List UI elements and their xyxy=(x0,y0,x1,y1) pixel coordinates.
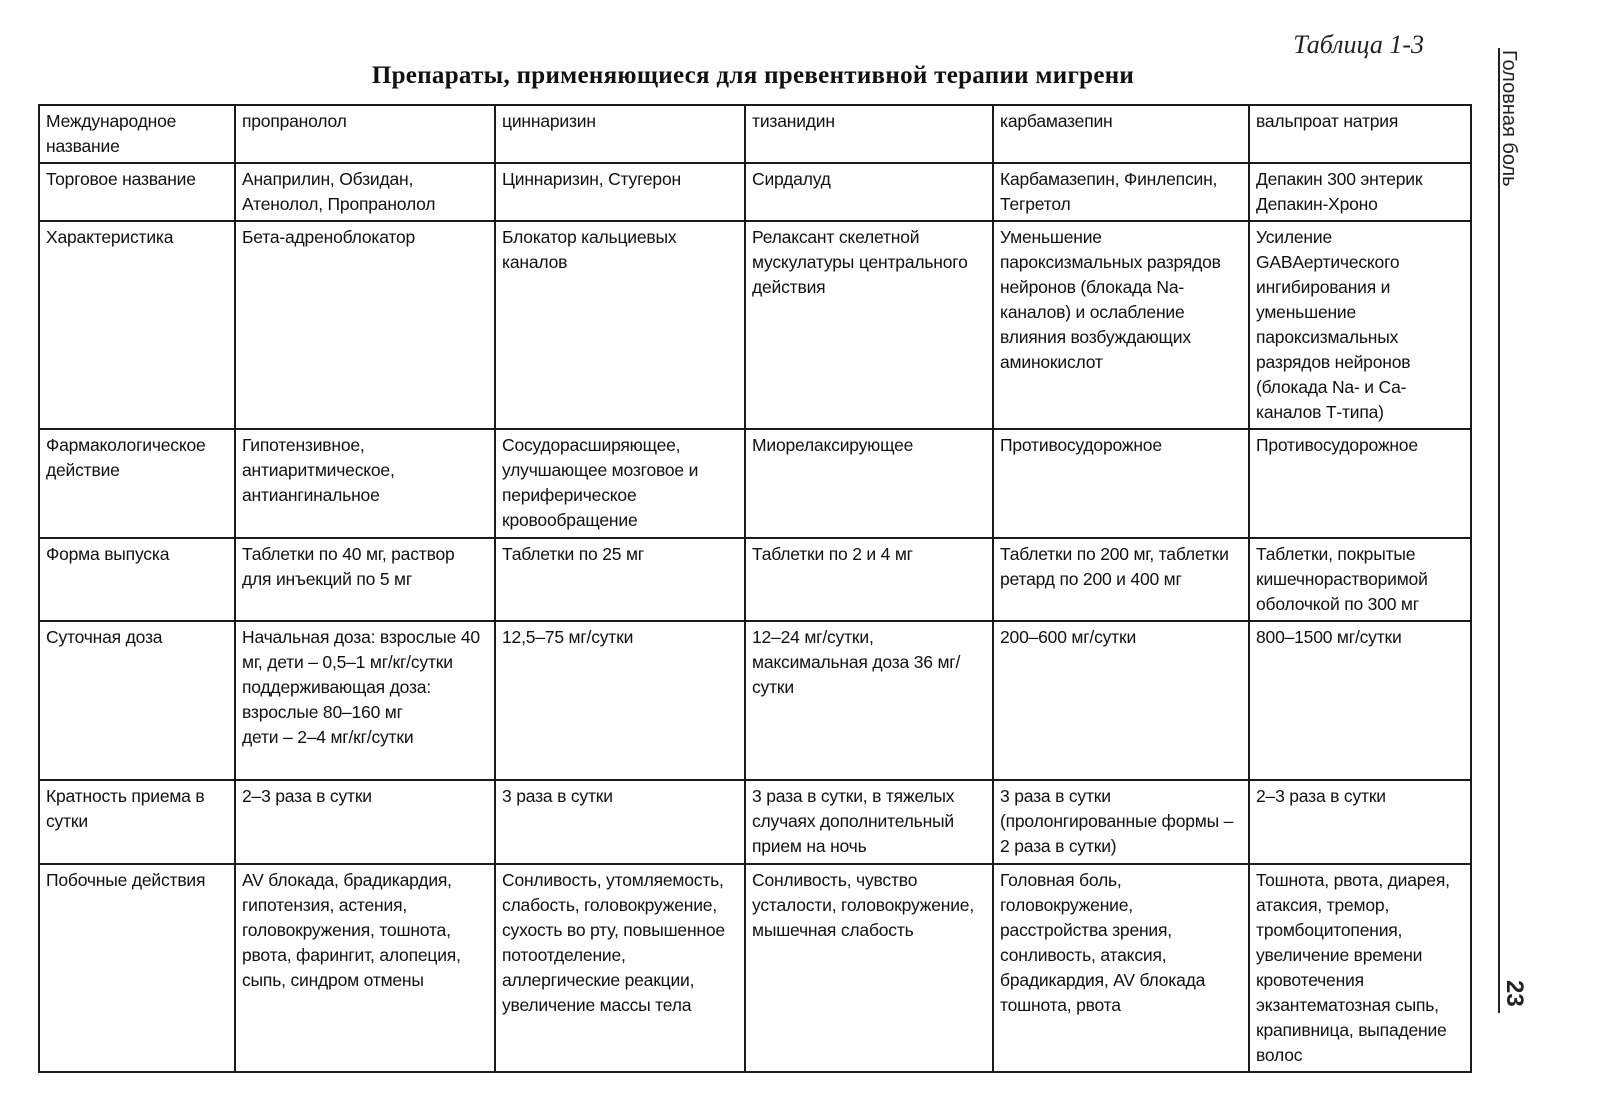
page-number: 23 xyxy=(1501,980,1528,1007)
table-cell: Таблетки по 200 мг, таблетки ретард по 200 и 400 мг xyxy=(993,538,1249,621)
table-cell: Карбамазепин, Финлепсин, Тегретол xyxy=(993,163,1249,221)
table-cell: 12,5–75 мг/сутки xyxy=(495,621,745,780)
table-cell: 3 раза в сутки, в тяжелых случаях дополнительный прием на ночь xyxy=(745,780,993,864)
table-row xyxy=(39,780,1471,864)
table-label: Таблица 1-3 xyxy=(1293,30,1424,59)
table-cell: Головная боль, головокружение, расстройства зрения, сонливость, атаксия, брадикардия, AV блокада тошнота, рвота xyxy=(993,864,1249,1072)
margin-rule xyxy=(1498,48,1500,1013)
header-cell-carbamazepine: карбамазепин xyxy=(993,105,1249,163)
row-label: Фармакологическое действие xyxy=(39,429,235,538)
table-cell: Противосудорожное xyxy=(993,429,1249,538)
table-cell: 2–3 раза в сутки xyxy=(235,780,495,864)
header-cell-cinnarizine: циннаризин xyxy=(495,105,745,163)
table-cell: Блокатор кальциевых каналов xyxy=(495,221,745,429)
table-cell: Сосудорасширяющее, улучшающее мозговое и периферическое кровообращение xyxy=(495,429,745,538)
row-label: Кратность приема в сутки xyxy=(39,780,235,864)
table-cell: Усиление GABAертического ингибирования и уменьшение пароксизмальных разрядов нейронов (блокада Na- и Са-каналов Т-типа) xyxy=(1249,221,1471,429)
table-cell: Тошнота, рвота, диарея, атаксия, тремор, тромбоцитопения, увеличение времени кровотечения экзантематозная сыпь, крапивница, выпадение волос xyxy=(1249,864,1471,1072)
table-cell: Таблетки по 2 и 4 мг xyxy=(745,538,993,621)
table-row xyxy=(39,538,1471,621)
row-label: Форма выпуска xyxy=(39,538,235,621)
table-header-row xyxy=(39,105,1471,163)
table-cell: 12–24 мг/сутки, максимальная доза 36 мг/сутки xyxy=(745,621,993,780)
table-cell: Таблетки по 40 мг, раствор для инъекций по 5 мг xyxy=(235,538,495,621)
table-cell: Таблетки по 25 мг xyxy=(495,538,745,621)
header-cell-international-name: Международное название xyxy=(39,105,235,163)
table-cell: AV блокада, брадикардия, гипотензия, астения, головокружения, тошнота, рвота, фарингит, алопеция, сыпь, синдром отмены xyxy=(235,864,495,1072)
table-cell: 800–1500 мг/сутки xyxy=(1249,621,1471,780)
running-head: Головная боль xyxy=(1498,50,1520,187)
table-cell: Депакин 300 энтерик Депакин-Хроно xyxy=(1249,163,1471,221)
drug-table xyxy=(38,104,1472,1073)
table-cell: Сонливость, утомляемость, слабость, головокружение, сухость во рту, повышенное потоотделение, аллергические реакции, увеличение массы тела xyxy=(495,864,745,1072)
table-cell: Миорелаксирующее xyxy=(745,429,993,538)
table-cell: 200–600 мг/сутки xyxy=(993,621,1249,780)
table-cell: 3 раза в сутки xyxy=(495,780,745,864)
table-row xyxy=(39,429,1471,538)
table-row xyxy=(39,221,1471,429)
table-row xyxy=(39,864,1471,1072)
table-cell: Противосудорожное xyxy=(1249,429,1471,538)
header-cell-propranolol: пропранолол xyxy=(235,105,495,163)
table-cell: Сирдалуд xyxy=(745,163,993,221)
row-label: Торговое название xyxy=(39,163,235,221)
table-row xyxy=(39,163,1471,221)
page-title: Препараты, применяющиеся для превентивной терапии мигрени xyxy=(371,62,1135,89)
table-cell: Бета-адреноблокатор xyxy=(235,221,495,429)
table-cell: Таблетки, покрытые кишечнорастворимой оболочкой по 300 мг xyxy=(1249,538,1471,621)
table-cell: Циннаризин, Стугерон xyxy=(495,163,745,221)
table-row xyxy=(39,621,1471,780)
table-cell: 2–3 раза в сутки xyxy=(1249,780,1471,864)
header-cell-tizanidine: тизанидин xyxy=(745,105,993,163)
header-cell-valproate: вальпроат натрия xyxy=(1249,105,1471,163)
table-cell: Анаприлин, Обзидан, Атенолол, Пропранолол xyxy=(235,163,495,221)
table-cell: Гипотензивное, антиаритмическое, антиангинальное xyxy=(235,429,495,538)
table-cell: Релаксант скелетной мускулатуры центрального действия xyxy=(745,221,993,429)
table-cell: 3 раза в сутки (пролонгированные формы – 2 раза в сутки) xyxy=(993,780,1249,864)
table-cell: Уменьшение пароксизмальных разрядов нейронов (блокада Na-каналов) и ослабление влияния возбуждающих аминокислот xyxy=(993,221,1249,429)
row-label: Побочные действия xyxy=(39,864,235,1072)
table-cell: Сонливость, чувство усталости, головокружение, мышечная слабость xyxy=(745,864,993,1072)
row-label: Суточная доза xyxy=(39,621,235,780)
table-cell: Начальная доза: взрослые 40 мг, дети – 0,5–1 мг/кг/сутки поддерживающая доза: взрослые 80–160 мг дети – 2–4 мг/кг/сутки xyxy=(235,621,495,780)
row-label: Характеристика xyxy=(39,221,235,429)
